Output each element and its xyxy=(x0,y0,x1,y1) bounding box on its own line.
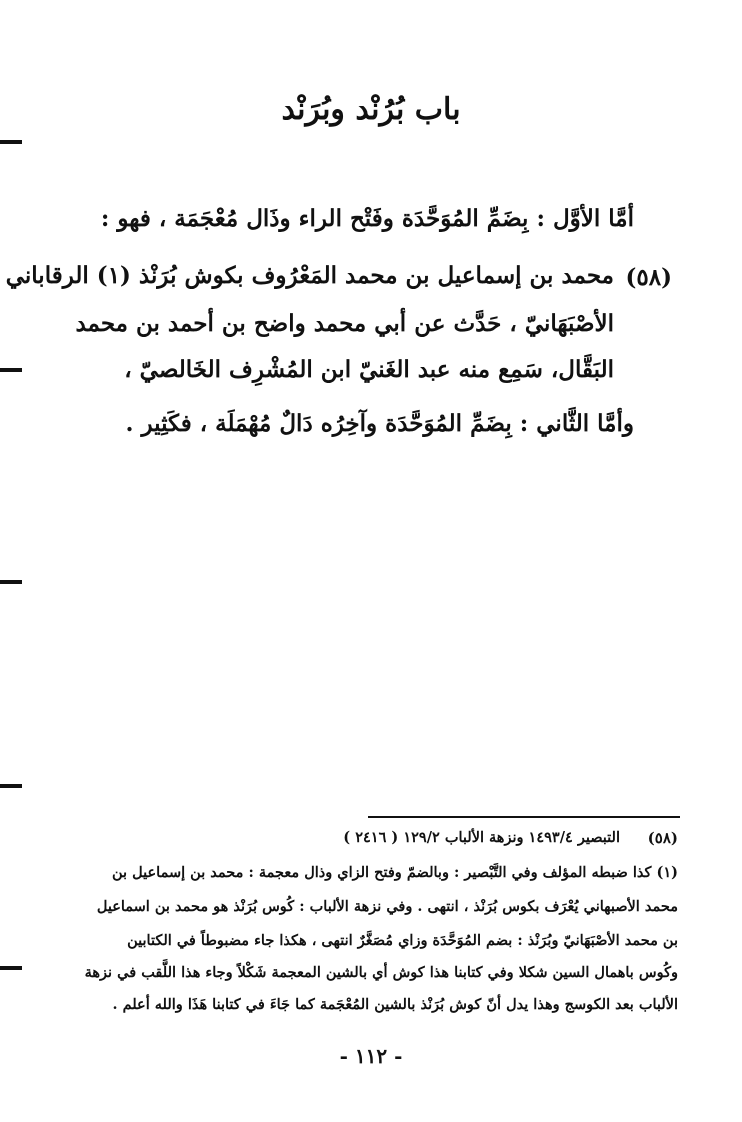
scan-margin-mark xyxy=(0,784,22,788)
footnote-line-4: وكُوس باهمال السين شكلا وفي كتابنا هذا كوش أي بالشين المعجمة شَكْلاً وجاء هذا اللَّقب في نزهة xyxy=(84,964,678,981)
entry-line-2: الأصْبَهَانيّ ، حَدَّث عن أبي محمد واضح بن أحمد بن محمد xyxy=(75,310,614,337)
footnote-line-1: (١) كذا ضبطه المؤلف وفي التَّبْصير : وبالضمّ وفتح الزاي وذال معجمة : محمد بن إسماعيل بن xyxy=(112,864,678,881)
footnote-entry-number: (٥٨) xyxy=(647,829,678,847)
footnote-line-2: محمد الأصبهاني يُعْرَف بكوس بُرَنْذ ، انتهى . وفي نزهة الألباب : كُوس بُرَنْذ هو محمد بن اسماعيل xyxy=(96,898,678,915)
entry-number: (٥٨) xyxy=(625,264,672,291)
page-number: - ١١٢ - xyxy=(339,1044,403,1068)
second-form-line: وأمَّا الثَّاني : بِضَمِّ المُوَحَّدَة وآخِرُه دَالٌ مُهْمَلَة ، فكَثِير . xyxy=(125,410,634,437)
footnote-line-5: الألباب بعد الكوسج وهذا يدل أنّ كوش بُرَنْذ بالشين المُعْجَمة كما جَاءَ في كتابنا هَذَا والله أعلم . xyxy=(112,996,678,1013)
intro-line: أمَّا الأوَّل : بِضَمِّ المُوَحَّدَة وفَتْح الراء وذَال مُعْجَمَة ، فهو : xyxy=(100,205,634,232)
scan-margin-mark xyxy=(0,966,22,970)
footnote-line-3: بن محمد الأصْبَهَانيّ وبُرَنْذ : بضم المُوَحَّدَة وزاي مُصَغَّرٌ انتهى ، هكذا جاء مضبوطاً في الكتابين xyxy=(127,932,678,949)
footnote-source: التبصير ١٤٩٣/٤ ونزهة الألباب ١٢٩/٢ ( ٢٤١٦ ) xyxy=(343,829,620,846)
scan-margin-mark xyxy=(0,580,22,584)
footnote-divider xyxy=(368,816,680,818)
scan-margin-mark xyxy=(0,368,22,372)
chapter-heading: باب بُرُنْد وبُرَنْد xyxy=(281,92,461,127)
scan-margin-mark xyxy=(0,140,22,144)
entry-line-3: البَقَّال، سَمِع منه عبد الغَنيّ ابن المُشْرِف الخَالصيّ ، xyxy=(124,356,614,383)
entry-line-1: محمد بن إسماعيل بن محمد المَعْرُوف بكوش بُرَنْذ (١) الرقاباني xyxy=(5,262,614,289)
